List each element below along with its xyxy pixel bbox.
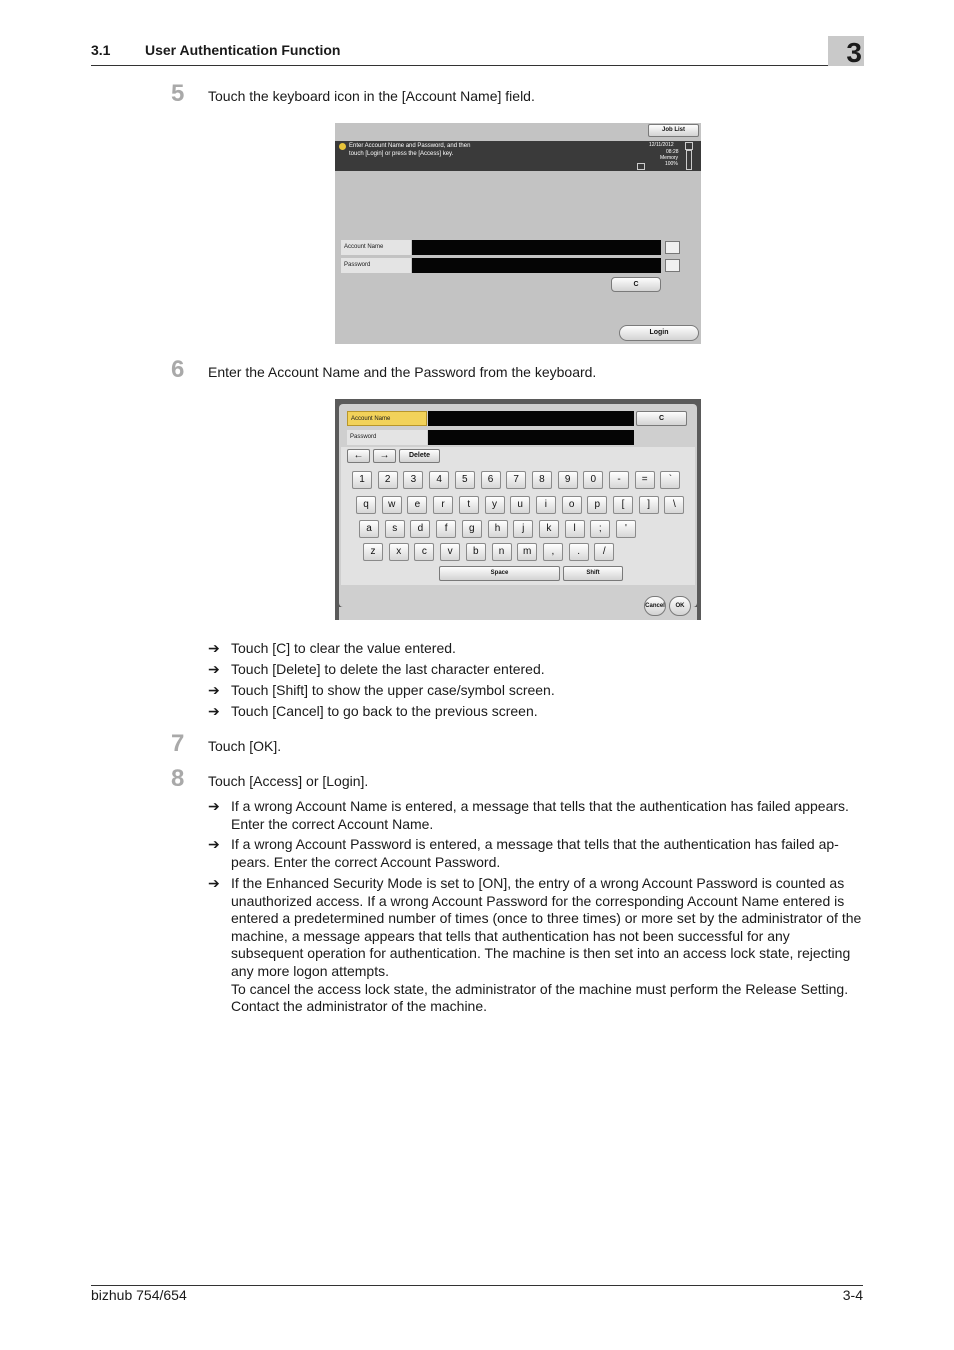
key-button[interactable]: ' bbox=[616, 520, 636, 538]
key-button[interactable]: ] bbox=[639, 496, 659, 514]
key-button[interactable]: v bbox=[440, 543, 460, 561]
key-button[interactable]: 9 bbox=[558, 471, 578, 489]
key-button[interactable]: - bbox=[609, 471, 629, 489]
cursor-right-button[interactable]: → bbox=[373, 449, 396, 463]
account-name-label: Account Name bbox=[341, 240, 411, 255]
step-number-7: 7 bbox=[171, 730, 185, 757]
password-field[interactable] bbox=[412, 258, 661, 273]
cursor-left-button[interactable]: ← bbox=[347, 449, 370, 463]
bullet-item bbox=[208, 798, 863, 833]
account-name-field[interactable] bbox=[428, 411, 634, 426]
memory-value: 100% bbox=[665, 161, 678, 167]
step-number-5: 5 bbox=[171, 80, 185, 107]
key-button[interactable]: 2 bbox=[378, 471, 398, 489]
clear-button[interactable]: C bbox=[611, 277, 661, 292]
key-button[interactable]: ` bbox=[660, 471, 680, 489]
bullet-text: If the Enhanced Security Mode is set to [ON], the entry of a wrong Account Password is counted as unauthorized access. If a wrong Account Password for the corresponding Account Name entered is entered a predetermined number of times (once to three times) or more set by the administrator of the machine, a message appears that tells that authentication has not been successful for any subsequent operation for authentication. The machine is then set into an access lock state, rejecting any more logon attempts. bbox=[231, 875, 862, 979]
arrow-icon: ➔ bbox=[208, 875, 220, 891]
time-display: 08:28 bbox=[666, 149, 679, 155]
key-button[interactable]: 5 bbox=[455, 471, 475, 489]
key-button[interactable]: i bbox=[536, 496, 556, 514]
arrow-icon: ➔ bbox=[208, 798, 220, 814]
message-line-1: Enter Account Name and Password, and then bbox=[349, 143, 471, 149]
key-button[interactable]: , bbox=[543, 543, 563, 561]
status-icon bbox=[685, 142, 693, 150]
section-number: 3.1 bbox=[91, 42, 111, 58]
key-button[interactable]: 1 bbox=[352, 471, 372, 489]
key-button[interactable]: 3 bbox=[403, 471, 423, 489]
step-text-5: Touch the keyboard icon in the [Account Name] field. bbox=[208, 88, 535, 104]
keyboard-icon[interactable] bbox=[665, 259, 680, 272]
bullet-item bbox=[208, 875, 863, 1016]
cancel-button[interactable]: Cancel bbox=[644, 596, 666, 616]
bullet-text: If a wrong Account Password is entered, a message that tells that the authentication has failed ap-pears. Enter the correct Account Password. bbox=[231, 836, 839, 870]
account-name-field[interactable] bbox=[412, 240, 661, 255]
step-number-6: 6 bbox=[171, 356, 185, 383]
arrow-icon: ➔ bbox=[208, 682, 220, 698]
key-button[interactable]: e bbox=[407, 496, 427, 514]
key-button[interactable]: ; bbox=[590, 520, 610, 538]
page-number: 3-4 bbox=[842, 1287, 863, 1303]
key-button[interactable]: 8 bbox=[532, 471, 552, 489]
login-button[interactable]: Login bbox=[619, 325, 699, 341]
key-button[interactable]: f bbox=[436, 520, 456, 538]
key-button[interactable]: y bbox=[485, 496, 505, 514]
key-button[interactable]: o bbox=[562, 496, 582, 514]
message-bar bbox=[335, 141, 701, 171]
key-button[interactable]: l bbox=[565, 520, 585, 538]
memory-label: Memory bbox=[660, 155, 679, 161]
chapter-badge: 3 bbox=[828, 36, 864, 66]
key-button[interactable]: r bbox=[433, 496, 453, 514]
key-button[interactable]: 6 bbox=[481, 471, 501, 489]
lightbulb-icon bbox=[339, 143, 346, 150]
bottom-strip bbox=[339, 607, 697, 620]
key-button[interactable]: k bbox=[539, 520, 559, 538]
password-label: Password bbox=[341, 258, 411, 273]
bullet-item bbox=[208, 836, 863, 871]
footer-rule bbox=[91, 1285, 863, 1286]
key-button[interactable]: n bbox=[492, 543, 512, 561]
arrow-icon: ➔ bbox=[208, 836, 220, 852]
key-button[interactable]: g bbox=[462, 520, 482, 538]
header-rule bbox=[91, 65, 863, 66]
bullet-text: Touch [C] to clear the value entered. bbox=[231, 640, 456, 656]
password-field[interactable] bbox=[428, 430, 634, 445]
space-button[interactable]: Space bbox=[439, 566, 560, 581]
bullet-text: Touch [Cancel] to go back to the previous screen. bbox=[231, 703, 538, 719]
step-text-6: Enter the Account Name and the Password from the keyboard. bbox=[208, 364, 597, 380]
account-name-label[interactable]: Account Name bbox=[347, 411, 427, 426]
bullet-note: To cancel the access lock state, the administrator of the machine must perform the Release Setting. Contact the administrator of the machine. bbox=[231, 980, 849, 1015]
keyboard-screen-screenshot bbox=[335, 399, 701, 620]
memory-meter-icon bbox=[686, 150, 692, 170]
key-button[interactable]: c bbox=[414, 543, 434, 561]
date-display: 12/11/2012 bbox=[649, 142, 674, 148]
bullet-item bbox=[208, 682, 863, 700]
message-line-2: touch [Login] or press the [Access] key. bbox=[349, 151, 454, 157]
arrow-icon: ➔ bbox=[208, 703, 220, 719]
key-button[interactable]: m bbox=[517, 543, 537, 561]
key-button[interactable]: b bbox=[466, 543, 486, 561]
bullet-text: If a wrong Account Name is entered, a message that tells that the authentication has failed appears. Enter the correct Account Name. bbox=[231, 798, 849, 832]
step-number-8: 8 bbox=[171, 765, 185, 792]
step-text-8: Touch [Access] or [Login]. bbox=[208, 773, 369, 789]
section-title: User Authentication Function bbox=[145, 42, 341, 58]
keyboard-icon[interactable] bbox=[665, 241, 680, 254]
login-screen-screenshot bbox=[335, 123, 701, 344]
key-button[interactable]: u bbox=[510, 496, 530, 514]
arrow-icon: ➔ bbox=[208, 640, 220, 656]
product-name: bizhub 754/654 bbox=[91, 1287, 187, 1303]
key-button[interactable]: z bbox=[363, 543, 383, 561]
step-text-7: Touch [OK]. bbox=[208, 738, 282, 754]
arrow-icon: ➔ bbox=[208, 661, 220, 677]
password-label[interactable]: Password bbox=[347, 430, 427, 445]
shift-button[interactable]: Shift bbox=[563, 566, 623, 581]
key-button[interactable]: j bbox=[513, 520, 533, 538]
printer-icon bbox=[637, 163, 645, 170]
ok-button[interactable]: OK bbox=[669, 596, 691, 616]
key-button[interactable]: h bbox=[488, 520, 508, 538]
key-button[interactable]: . bbox=[569, 543, 589, 561]
bullet-text: Touch [Shift] to show the upper case/symbol screen. bbox=[231, 682, 555, 698]
key-button[interactable]: q bbox=[356, 496, 376, 514]
key-button[interactable]: [ bbox=[613, 496, 633, 514]
key-button[interactable]: = bbox=[635, 471, 655, 489]
key-button[interactable]: d bbox=[410, 520, 430, 538]
key-button[interactable]: 7 bbox=[506, 471, 526, 489]
clear-button[interactable]: C bbox=[636, 411, 687, 426]
key-button[interactable]: \ bbox=[664, 496, 684, 514]
delete-button[interactable]: Delete bbox=[399, 449, 440, 463]
key-button[interactable]: 0 bbox=[583, 471, 603, 489]
key-button[interactable]: / bbox=[594, 543, 614, 561]
key-button[interactable]: x bbox=[389, 543, 409, 561]
bullet-item bbox=[208, 661, 863, 679]
key-button[interactable]: a bbox=[359, 520, 379, 538]
bullet-text: Touch [Delete] to delete the last character entered. bbox=[231, 661, 545, 677]
job-list-button[interactable]: Job List bbox=[648, 124, 699, 137]
key-button[interactable]: t bbox=[459, 496, 479, 514]
key-area bbox=[341, 447, 695, 585]
bullet-item bbox=[208, 640, 863, 658]
key-button[interactable]: 4 bbox=[429, 471, 449, 489]
key-button[interactable]: w bbox=[382, 496, 402, 514]
key-button[interactable]: s bbox=[385, 520, 405, 538]
bullet-item bbox=[208, 703, 863, 721]
key-button[interactable]: p bbox=[587, 496, 607, 514]
